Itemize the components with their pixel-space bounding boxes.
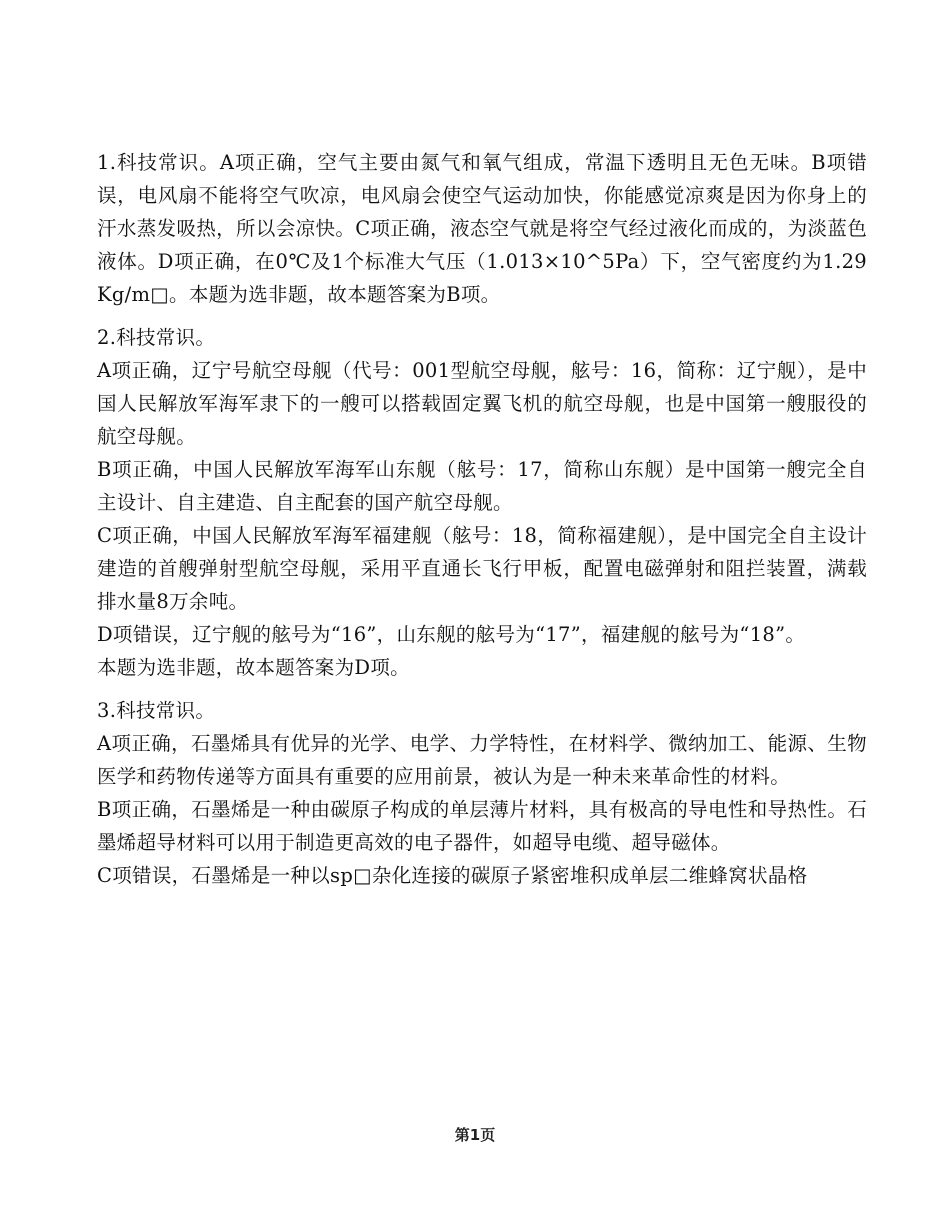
q2-option-d: D项错误，辽宁舰的舷号为“16”，山东舰的舷号为“17”，福建舰的舷号为“18”。	[97, 623, 806, 646]
q1-paragraph: 1.科技常识。A项正确，空气主要由氮气和氧气组成，常温下透明且无色无味。B项错误，电风扇不能将空气吹凉，电风扇会使空气运动加快，你能感觉凉爽是因为你身上的汗水蒸发吸热，所以会凉快。C项正确，液态空气就是将空气经过液化而成的，为淡蓝色液体。D项正确，在0℃及1个标准大气压（1.013×10^5Pa）下，空气密度约为1.29Kg/m□。本题为选非题，故本题答案为B项。	[97, 151, 867, 306]
spacer	[97, 684, 867, 694]
q2-option-a: A项正确，辽宁号航空母舰（代号：001型航空母舰，舷号：16，简称：辽宁舰），是中国人民解放军海军隶下的一艘可以搭载固定翼飞机的航空母舰，也是中国第一艘服役的航空母舰。	[97, 359, 867, 448]
q3-option-c: C项错误，石墨烯是一种以sp□杂化连接的碳原子紧密堆积成单层二维蜂窝状晶格	[97, 864, 808, 887]
q2-answer: 本题为选非题，故本题答案为D项。	[97, 656, 410, 679]
page-number: 第1页	[454, 1126, 496, 1144]
q3-option-a: A项正确，石墨烯具有优异的光学、电学、力学特性，在材料学、微纳加工、能源、生物医学和药物传递等方面具有重要的应用前景，被认为是一种未来革命性的材料。	[97, 732, 867, 788]
q2-option-c: C项正确，中国人民解放军海军福建舰（舷号：18，简称福建舰），是中国完全自主设计建造的首艘弹射型航空母舰，采用平直通长飞行甲板，配置电磁弹射和阻拦装置，满载排水量8万余吨。	[97, 524, 867, 613]
spacer	[97, 311, 867, 321]
document-body	[97, 146, 867, 892]
q3-heading: 3.科技常识。	[97, 699, 216, 722]
q2-heading: 2.科技常识。	[97, 326, 216, 349]
q3-option-b: B项正确，石墨烯是一种由碳原子构成的单层薄片材料，具有极高的导电性和导热性。石墨烯超导材料可以用于制造更高效的电子器件，如超导电缆、超导磁体。	[97, 798, 867, 854]
q2-option-b: B项正确，中国人民解放军海军山东舰（舷号：17，简称山东舰）是中国第一艘完全自主设计、自主建造、自主配套的国产航空母舰。	[97, 458, 867, 514]
